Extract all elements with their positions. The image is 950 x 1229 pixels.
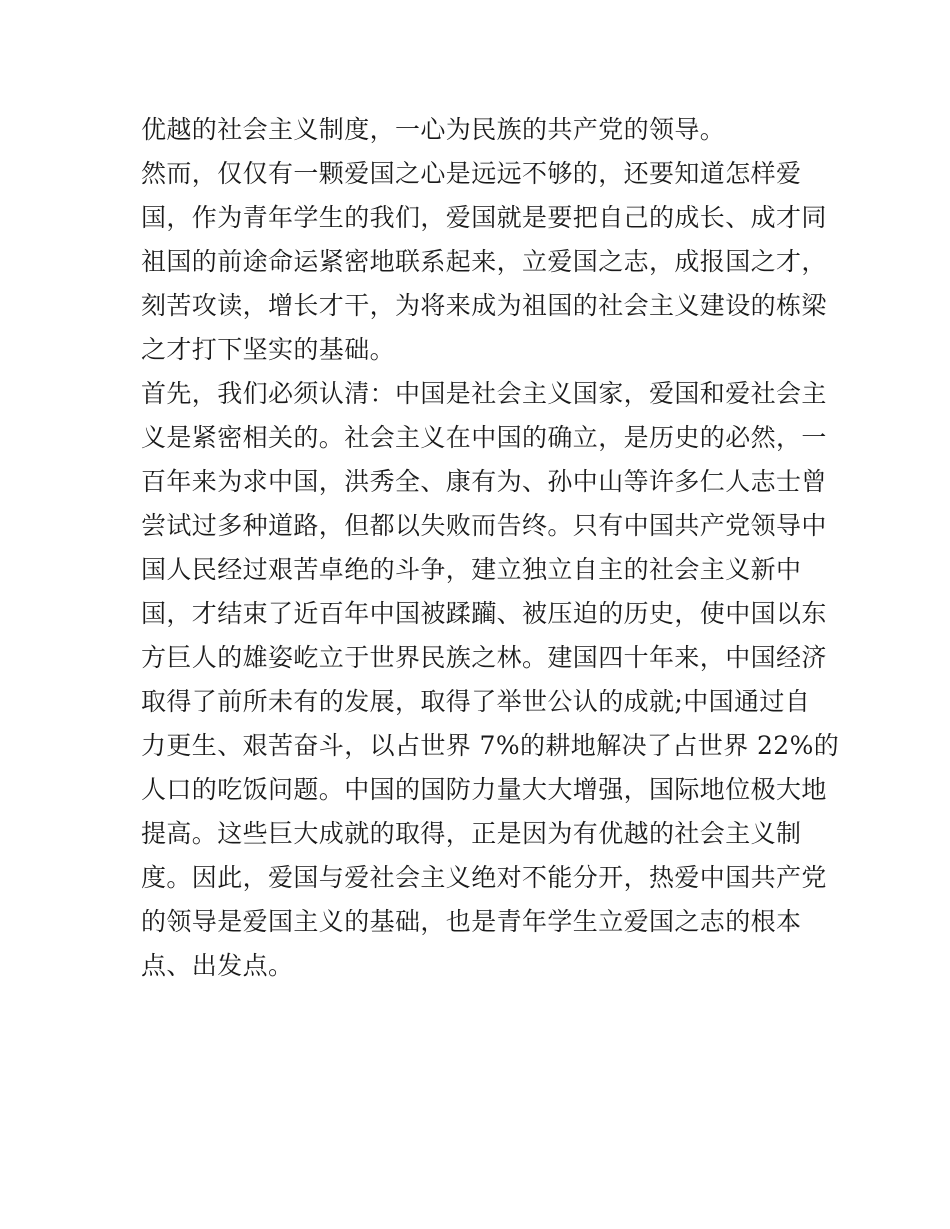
- text-line: 国人民经过艰苦卓绝的斗争，建立独立自主的社会主义新中: [141, 555, 802, 584]
- text-line: 方巨人的雄姿屹立于世界民族之林。建国四十年来，中国经济: [141, 643, 827, 672]
- text-line: 度。因此，爱国与爱社会主义绝对不能分开，热爱中国共产党: [141, 863, 827, 892]
- text-line: 的领导是爱国主义的基础，也是青年学生立爱国之志的根本: [141, 907, 802, 936]
- text-line: 首先，我们必须认清：中国是社会主义国家，爱国和爱社会主: [141, 379, 827, 408]
- text-line: 祖国的前途命运紧密地联系起来，立爱国之志，成报国之才，: [141, 247, 827, 276]
- text-line: 优越的社会主义制度，一心为民族的共产党的领导。: [141, 115, 726, 144]
- text-line: 国，才结束了近百年中国被蹂躏、被压迫的历史，使中国以东: [141, 599, 827, 628]
- text-line: 之才打下坚实的基础。: [141, 335, 396, 364]
- text-line: 国，作为青年学生的我们，爱国就是要把自己的成长、成才同: [141, 203, 827, 232]
- text-line: 点、出发点。: [141, 951, 294, 980]
- text-line: 力更生、艰苦奋斗，以占世界 7%的耕地解决了占世界 22%的: [141, 731, 840, 760]
- text-line: 百年来为求中国，洪秀全、康有为、孙中山等许多仁人志士曾: [141, 467, 827, 496]
- text-line: 然而，仅仅有一颗爱国之心是远远不够的，还要知道怎样爱: [141, 159, 802, 188]
- text-line: 取得了前所未有的发展，取得了举世公认的成就;中国通过自: [141, 687, 811, 716]
- text-line: 义是紧密相关的。社会主义在中国的确立，是历史的必然，一: [141, 423, 827, 452]
- body-text: [141, 108, 840, 988]
- text-line: 提高。这些巨大成就的取得，正是因为有优越的社会主义制: [141, 819, 802, 848]
- text-line: 尝试过多种道路，但都以失败而告终。只有中国共产党领导中: [141, 511, 827, 540]
- text-line: 人口的吃饭问题。中国的国防力量大大增强，国际地位极大地: [141, 775, 827, 804]
- text-line: 刻苦攻读，增长才干，为将来成为祖国的社会主义建设的栋梁: [141, 291, 827, 320]
